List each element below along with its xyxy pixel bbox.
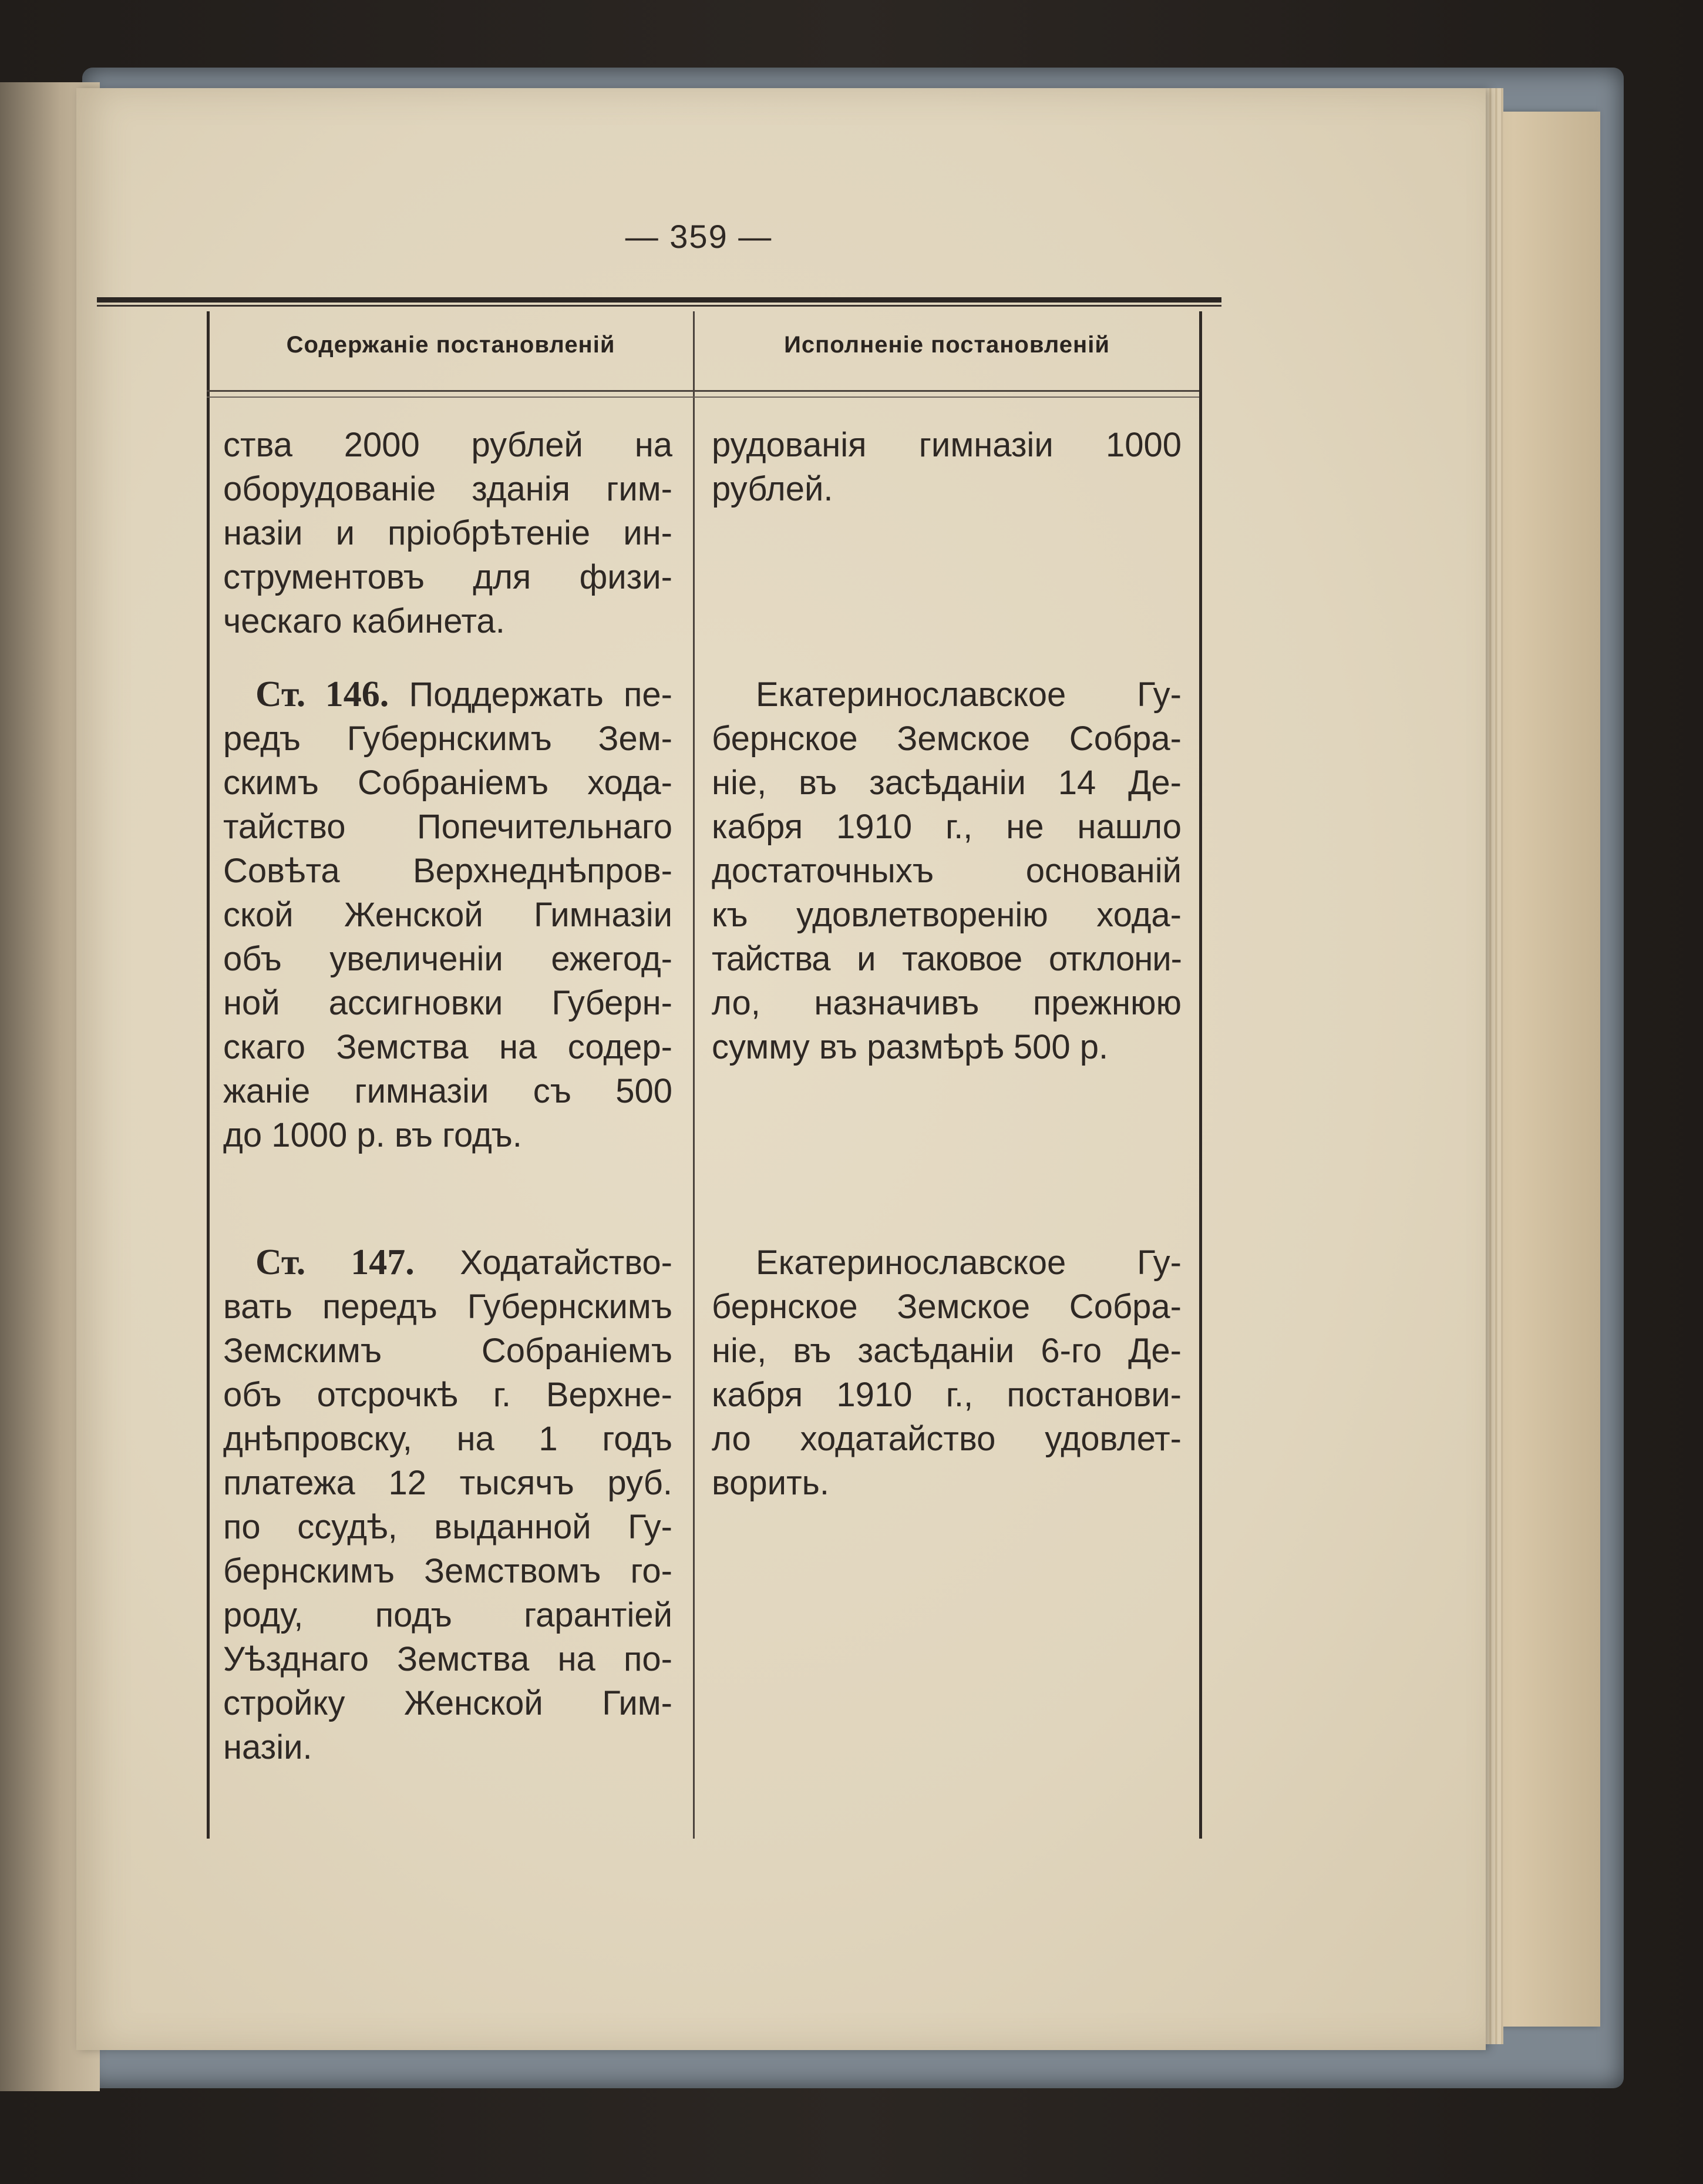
text-line: кабря 1910 г., не нашло — [712, 808, 1182, 846]
text-line: сумму въ размѣрѣ 500 р. — [712, 1028, 1109, 1066]
column-header-execution: Исполненіе постановленій — [784, 332, 1110, 358]
text-line: къ удовлетворенію хода- — [712, 896, 1182, 934]
text-line: ворить. — [712, 1464, 829, 1502]
article-text-start: Поддержать пе- — [409, 676, 672, 714]
text-line: по ссудѣ, выданной Гу- — [223, 1508, 672, 1546]
text-line: ніе, въ засѣданіи 6-го Де- — [712, 1332, 1182, 1370]
text-line: объ увеличеніи ежегод- — [223, 940, 672, 978]
text-line: роду, подъ гарантіей — [223, 1596, 672, 1634]
text-line: кабря 1910 г., постанови- — [712, 1376, 1182, 1414]
text-line: достаточныхъ основаній — [712, 852, 1182, 890]
table-left-border — [207, 311, 210, 1839]
text-line: ло ходатайство удовлет- — [712, 1420, 1182, 1458]
article-text-start: Ходатайство- — [460, 1244, 672, 1282]
table-header-rule-thin — [207, 397, 1199, 398]
text-line: струментовъ для физи- — [223, 558, 672, 596]
text-line: жаніе гимназіи съ 500 — [223, 1072, 672, 1110]
text-line: ства 2000 рублей на — [223, 426, 672, 464]
cell-article-147-content — [223, 1241, 672, 1769]
text-line: бернское Земское Собра- — [712, 720, 1182, 758]
text-line: ской Женской Гимназіи — [223, 896, 672, 934]
text-line: оборудованіе зданія гим- — [223, 470, 672, 508]
article-label: Ст. 147. — [255, 1242, 415, 1282]
text-line: днѣпровску, на 1 годъ — [223, 1420, 672, 1458]
table-column-divider — [693, 311, 695, 1839]
text-line: тайства и таковое отклони- — [712, 940, 1182, 978]
text-line: ніе, въ засѣданіи 14 Де- — [712, 764, 1182, 802]
text-line: редъ Губернскимъ Зем- — [223, 720, 672, 758]
table-right-border — [1199, 311, 1202, 1839]
text-line: рудованія гимназіи 1000 — [712, 426, 1182, 464]
text-line: назіи и пріобрѣтеніе ин- — [223, 514, 672, 552]
article-label: Ст. 146. — [255, 674, 389, 714]
page-number: — 359 — — [625, 218, 773, 255]
table-top-rule — [97, 297, 1221, 303]
text-line: Совѣта Верхнеднѣпров- — [223, 852, 672, 890]
text-line: Уѣзднаго Земства на по- — [223, 1640, 672, 1678]
text-line: Екатеринославское Гу- — [756, 1244, 1182, 1282]
text-line: стройку Женской Гим- — [223, 1684, 672, 1722]
text-line: до 1000 р. въ годъ. — [223, 1116, 522, 1154]
text-line: рублей. — [712, 470, 833, 508]
cell-article-146-execution — [712, 673, 1182, 1069]
text-line: тайство Попечительнаго — [223, 808, 672, 846]
text-line: назіи. — [223, 1728, 312, 1766]
text-line: платежа 12 тысячъ руб. — [223, 1464, 672, 1502]
text-line: Екатеринославское Гу- — [756, 676, 1182, 714]
text-line: бернскимъ Земствомъ го- — [223, 1552, 672, 1590]
cell-article-147-execution — [712, 1241, 1182, 1505]
text-line — [223, 673, 672, 717]
cell-continuation-content — [223, 423, 672, 643]
table-header-rule — [207, 390, 1199, 392]
text-line: объ отсрочкѣ г. Верхне- — [223, 1376, 672, 1414]
text-line: скимъ Собраніемъ хода- — [223, 764, 672, 802]
text-line: ной ассигновки Губерн- — [223, 984, 672, 1022]
text-line: вать передъ Губернскимъ — [223, 1288, 672, 1326]
table-top-rule-thin — [97, 305, 1221, 307]
text-line: ло, назначивъ прежнюю — [712, 984, 1182, 1022]
cell-continuation-execution — [712, 423, 1182, 511]
text-line: скаго Земства на содер- — [223, 1028, 672, 1066]
cell-article-146-content — [223, 673, 672, 1157]
text-line: ческаго кабинета. — [223, 602, 505, 640]
text-line: Земскимъ Собраніемъ — [223, 1332, 672, 1370]
text-line — [223, 1241, 672, 1285]
column-header-content: Содержаніе постановленій — [286, 332, 615, 358]
text-line: бернское Земское Собра- — [712, 1288, 1182, 1326]
